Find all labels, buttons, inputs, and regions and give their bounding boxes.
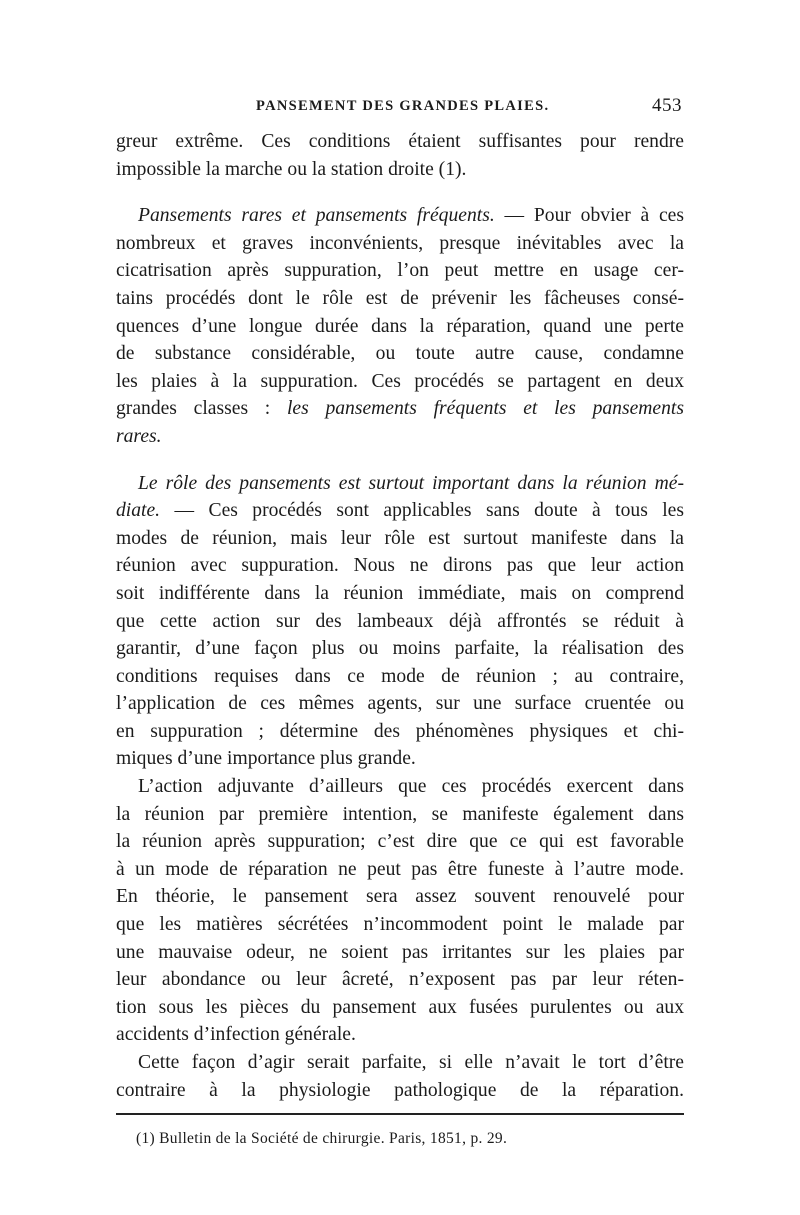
paragraph-3 [116,470,684,774]
footnote: (1) Bulletin de la Société de chirurgie. Paris, 1851, p. 29. [136,1130,508,1148]
text-line: à un mode de réparation ne peut pas être funeste à l’autre mode. [116,858,684,880]
paragraph-1 [116,128,684,183]
text-line: quences d’une longue durée dans la réparation, quand une perte [116,315,684,337]
text-line: tion sous les pièces du pansement aux fusées purulentes ou aux [116,996,684,1018]
text-line: la réunion par première intention, se manifeste également dans [116,803,684,825]
text-line: L’action adjuvante d’ailleurs que ces procédés exercent dans [138,776,684,798]
text-line: garantir, d’une façon plus ou moins parfaite, la réalisation des [116,638,684,660]
text-line: rares. [116,425,162,447]
text-line: impossible la marche ou la station droite (1). [116,158,467,180]
text-line: contraire à la physiologie pathologique de la réparation. [116,1079,684,1101]
text-line: soit indifférente dans la réunion immédiate, mais on comprend [116,582,684,604]
paragraph-2 [116,202,684,450]
paragraph-4 [116,773,684,1049]
text-line: la réunion après suppuration; c’est dire que ce qui est favorable [116,831,684,853]
text-line: de substance considérable, ou toute autre cause, condamne [116,343,684,365]
text-line: diate. — Ces procédés sont applicables sans doute à tous les [116,500,684,522]
text-line: réunion avec suppuration. Nous ne dirons pas que leur action [116,555,684,577]
text-line: une mauvaise odeur, ne soient pas irritantes sur les plaies par [116,941,684,963]
text-line: que cette action sur des lambeaux déjà affrontés se réduit à [116,610,684,632]
text-line: leur abondance ou leur âcreté, n’exposent pas par leur réten- [116,969,684,991]
text-line: modes de réunion, mais leur rôle est surtout manifeste dans la [116,527,684,549]
text-line: que les matières sécrétées n’incommodent point le malade par [116,914,684,936]
text-line: miques d’une importance plus grande. [116,748,416,770]
text-line: En théorie, le pansement sera assez souvent renouvelé pour [116,886,684,908]
text-line: nombreux et graves inconvénients, presque inévitables avec la [116,232,684,254]
text-line: tains procédés dont le rôle est de prévenir les fâcheuses consé- [116,287,684,309]
text-line: l’application de ces mêmes agents, sur une surface cruentée ou [116,693,684,715]
body-text [116,128,684,1104]
book-page [116,88,684,1148]
text-line: Pansements rares et pansements fréquents. — Pour obvier à ces [138,205,684,227]
text-line: cicatrisation après suppuration, l’on peut mettre en usage cer- [116,260,684,282]
page-number: 453 [652,95,682,116]
footnote-rule [116,1113,684,1115]
text-line: conditions requises dans ce mode de réunion ; au contraire, [116,665,684,687]
text-line: accidents d’infection générale. [116,1024,356,1046]
text-line: les plaies à la suppuration. Ces procédés se partagent en deux [116,370,684,392]
text-line: greur extrême. Ces conditions étaient suffisantes pour rendre [116,131,684,152]
paragraph-5 [116,1049,684,1104]
running-title: PANSEMENT DES GRANDES PLAIES. [256,98,550,114]
text-line: grandes classes : les pansements fréquents et les pansements [116,398,684,420]
section-heading: Le rôle des pansements est surtout important dans la réunion mé- [138,472,684,494]
page-header [116,88,684,128]
text-line: en suppuration ; détermine des phénomènes physiques et chi- [116,720,684,742]
text-line: Cette façon d’agir serait parfaite, si elle n’avait le tort d’être [138,1052,684,1073]
section-heading: Pansements rares et pansements fréquents. [138,205,495,227]
